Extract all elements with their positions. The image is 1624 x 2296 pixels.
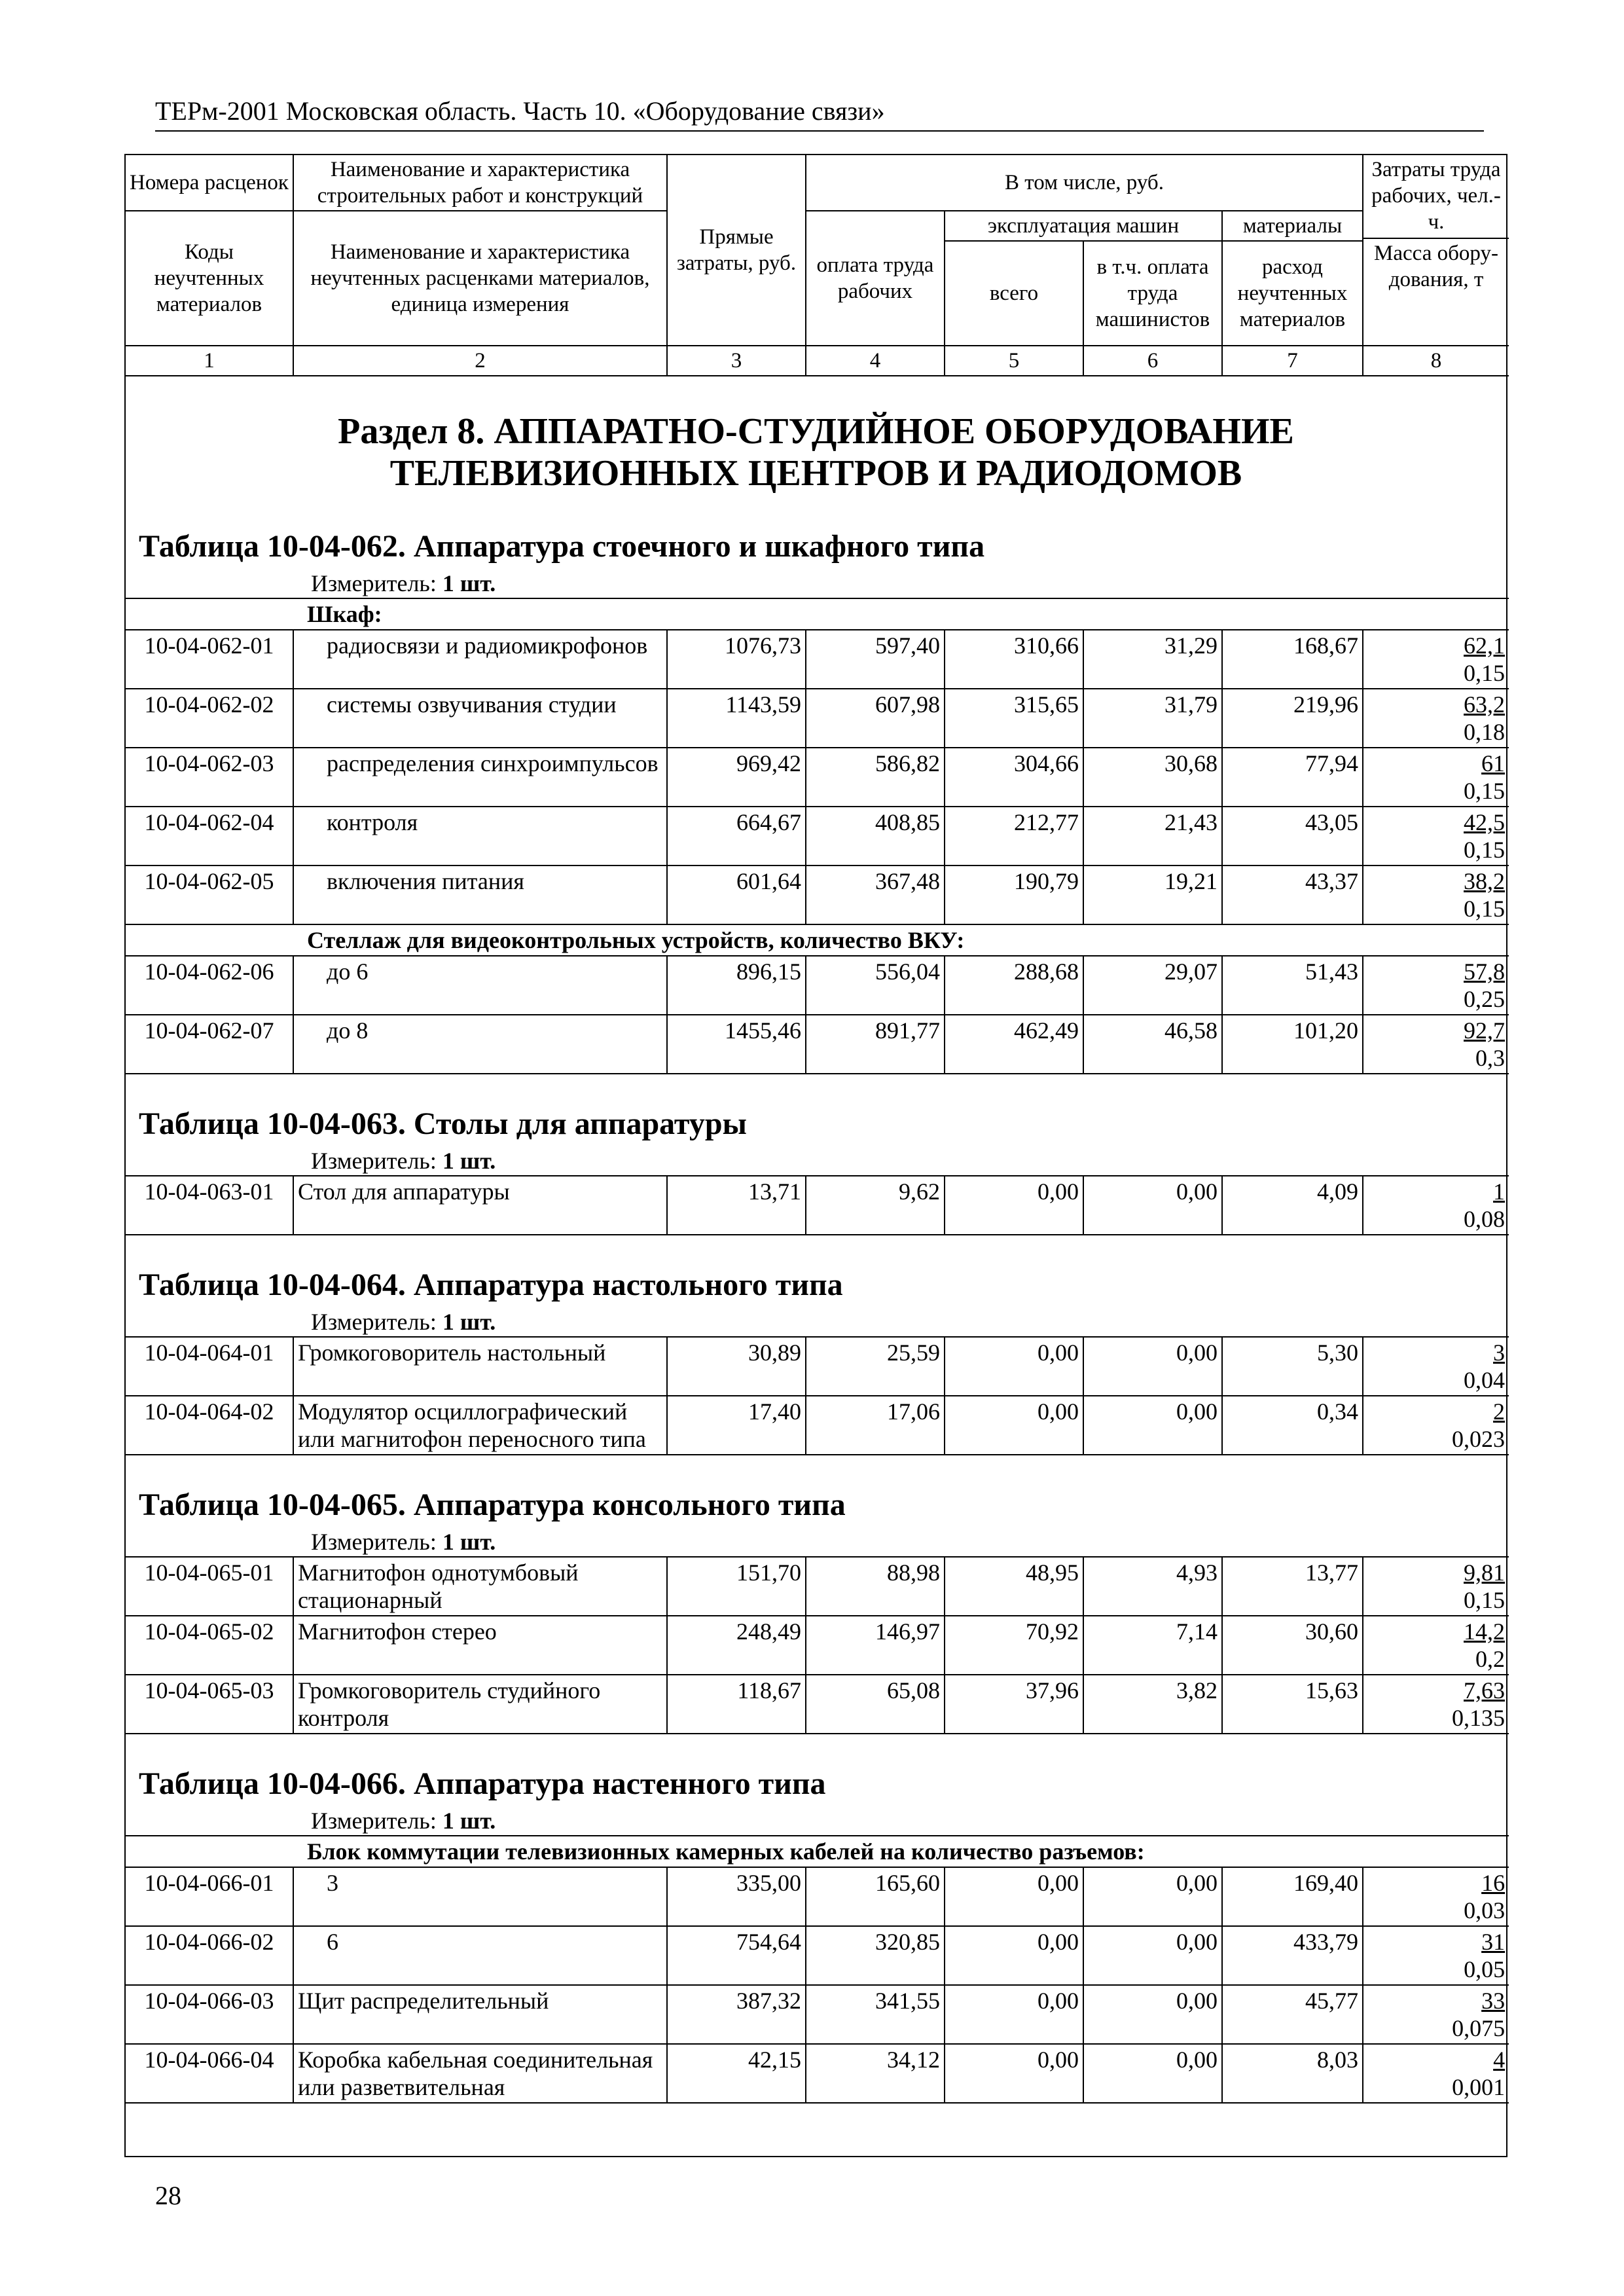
rate-code: 10-04-062-04 [126,807,293,866]
rate-code: 10-04-066-02 [126,1926,293,1985]
table-row [126,1867,1509,1926]
machines-total: 0,00 [945,1985,1083,2044]
machines-total: 212,77 [945,807,1083,866]
unit-value: 1 шт. [442,1529,496,1555]
rates-table [126,1336,1509,1455]
rate-code: 10-04-062-07 [126,1015,293,1074]
labor-hours: 16 [1481,1870,1506,1896]
direct-costs: 335,00 [667,1867,806,1926]
labor-mass-cell [1363,956,1509,1015]
materials-cost: 30,60 [1222,1616,1363,1675]
labor-mass-cell [1363,1867,1509,1926]
direct-costs: 664,67 [667,807,806,866]
machinist-pay: 46,58 [1083,1015,1222,1074]
table-gap [126,1734,1506,1766]
table-row [126,1015,1509,1074]
rate-code: 10-04-064-02 [126,1396,293,1455]
labor-mass-cell [1363,2044,1509,2103]
machinist-pay: 31,79 [1083,689,1222,748]
col-header-machines-total: всего [945,241,1083,346]
running-header: ТЕРм-2001 Московская область. Часть 10. «Оборудование связи» [155,95,1484,132]
machinist-pay: 0,00 [1083,1985,1222,2044]
labor-hours: 62,1 [1464,632,1506,659]
table-gap [126,1455,1506,1487]
worker-pay: 556,04 [806,956,945,1015]
direct-costs: 969,42 [667,748,806,807]
rate-code: 10-04-063-01 [126,1176,293,1235]
col-header-labor-hours: Затраты труда рабочих, чел.-ч. [1371,158,1501,234]
unit-line [311,1146,1506,1175]
labor-hours: 42,5 [1464,809,1506,835]
col-number: 1 [126,346,293,376]
labor-mass-cell [1363,1015,1509,1074]
unit-line [311,1806,1506,1835]
column-header-table [126,155,1509,376]
machinist-pay: 7,14 [1083,1616,1222,1675]
table-title: Таблица 10-04-066. Аппаратура настенного типа [139,1766,826,1801]
col-header-including: В том числе, руб. [806,155,1363,211]
col-header-unaccounted-materials: расход неучтенных материалов [1222,241,1363,346]
materials-cost: 43,37 [1222,866,1363,924]
rate-table-block [126,528,1506,1074]
equipment-mass: 0,05 [1464,1956,1506,1982]
direct-costs: 601,64 [667,866,806,924]
unit-value: 1 шт. [442,1309,496,1335]
rate-code: 10-04-066-04 [126,2044,293,2103]
work-name: контроля [293,807,667,866]
table-gap [126,1235,1506,1267]
machinist-pay: 30,68 [1083,748,1222,807]
table-row [126,1675,1509,1734]
col-header-worker-pay: оплата труда рабочих [806,211,945,346]
labor-mass-cell [1363,1337,1509,1396]
labor-hours: 4 [1493,2047,1506,2073]
machines-total: 70,92 [945,1616,1083,1675]
work-name: Громкоговоритель настольный [293,1337,667,1396]
equipment-mass: 0,3 [1475,1045,1506,1071]
table-row [126,866,1509,924]
rate-table-block [126,1766,1506,2104]
direct-costs: 1455,46 [667,1015,806,1074]
work-name: Коробка кабельная соединительная или разветвительная [293,2044,667,2103]
rate-code: 10-04-062-02 [126,689,293,748]
labor-mass-cell [1363,689,1509,748]
machinist-pay: 3,82 [1083,1675,1222,1734]
labor-mass-cell [1363,748,1509,807]
equipment-mass: 0,25 [1464,986,1506,1012]
work-name: Громкоговоритель студийного контроля [293,1675,667,1734]
table-row [126,748,1509,807]
machinist-pay: 0,00 [1083,1926,1222,1985]
machinist-pay: 0,00 [1083,1867,1222,1926]
machinist-pay: 4,93 [1083,1557,1222,1616]
equipment-mass: 0,135 [1452,1705,1505,1731]
unit-value: 1 шт. [442,1148,496,1174]
table-row [126,689,1509,748]
equipment-mass: 0,08 [1464,1206,1505,1232]
work-name: до 6 [293,956,667,1015]
col-header-machinist-pay: в т.ч. оплата труда машинистов [1083,241,1222,346]
table-row [126,630,1509,689]
rate-table-block [126,1106,1506,1235]
direct-costs: 1143,59 [667,689,806,748]
worker-pay: 88,98 [806,1557,945,1616]
unit-label: Измеритель: [311,1148,437,1174]
labor-mass-cell [1363,1557,1509,1616]
machinist-pay: 0,00 [1083,1176,1222,1235]
page-number: 28 [155,2181,181,2210]
col-number: 2 [293,346,667,376]
work-name: радиосвязи и радиомикрофонов [293,630,667,689]
labor-hours: 2 [1493,1398,1505,1425]
unit-label: Измеритель: [311,1808,437,1834]
direct-costs: 42,15 [667,2044,806,2103]
table-row [126,1926,1509,1985]
equipment-mass: 0,15 [1464,1587,1505,1613]
col-number: 5 [945,346,1083,376]
labor-mass-cell [1363,866,1509,924]
machines-total: 0,00 [945,1176,1083,1235]
work-name: 3 [293,1867,667,1926]
rate-code: 10-04-062-06 [126,956,293,1015]
unit-label: Измеритель: [311,1529,437,1555]
labor-mass-cell [1363,630,1509,689]
machinist-pay: 21,43 [1083,807,1222,866]
equipment-mass: 0,15 [1464,660,1506,686]
unit-line [311,1307,1506,1336]
labor-hours: 38,2 [1464,868,1506,894]
group-subheading: Блок коммутации телевизионных камерных кабелей на количество разъемов: [126,1836,1509,1867]
worker-pay: 586,82 [806,748,945,807]
direct-costs: 754,64 [667,1926,806,1985]
worker-pay: 9,62 [806,1176,945,1235]
worker-pay: 165,60 [806,1867,945,1926]
worker-pay: 320,85 [806,1926,945,1985]
col-header-codes: Номера расценок [126,155,293,211]
rates-table [126,1556,1509,1734]
unit-line [311,1527,1506,1556]
worker-pay: 25,59 [806,1337,945,1396]
col-number: 6 [1083,346,1222,376]
labor-hours: 9,81 [1464,1559,1505,1586]
work-name: Щит распределительный [293,1985,667,2044]
table-row [126,1985,1509,2044]
col-header-equipment-mass: Масса обору-дования, т [1363,238,1509,293]
table-title: Таблица 10-04-063. Столы для аппаратуры [139,1106,748,1141]
worker-pay: 34,12 [806,2044,945,2103]
rate-tables [126,528,1506,2104]
worker-pay: 341,55 [806,1985,945,2044]
direct-costs: 118,67 [667,1675,806,1734]
col-number: 7 [1222,346,1363,376]
section-title [126,410,1506,494]
machines-total: 190,79 [945,866,1083,924]
rates-table [126,1175,1509,1235]
group-subheading: Шкаф: [126,598,1509,630]
rate-code: 10-04-062-01 [126,630,293,689]
column-numbers-row [126,346,1509,376]
machines-total: 0,00 [945,1867,1083,1926]
worker-pay: 17,06 [806,1396,945,1455]
materials-cost: 77,94 [1222,748,1363,807]
materials-cost: 43,05 [1222,807,1363,866]
labor-mass-cell [1363,1675,1509,1734]
group-subheading-row [126,598,1509,630]
rate-code: 10-04-064-01 [126,1337,293,1396]
work-name: Магнитофон стерео [293,1616,667,1675]
worker-pay: 408,85 [806,807,945,866]
direct-costs: 30,89 [667,1337,806,1396]
materials-cost: 4,09 [1222,1176,1363,1235]
labor-hours: 14,2 [1464,1618,1505,1645]
unit-value: 1 шт. [442,570,496,596]
equipment-mass: 0,15 [1464,896,1506,922]
direct-costs: 896,15 [667,956,806,1015]
labor-hours: 57,8 [1464,958,1506,985]
col-number: 8 [1363,346,1509,376]
direct-costs: 17,40 [667,1396,806,1455]
materials-cost: 169,40 [1222,1867,1363,1926]
col-header-material-names: Наименование и характеристика неучтенных расценками материалов, единица измерения [293,211,667,346]
col-header-machine-operation: эксплуатация машин [945,211,1222,241]
rates-table [126,1835,1509,2104]
table-row [126,1557,1509,1616]
worker-pay: 367,48 [806,866,945,924]
equipment-mass: 0,18 [1464,719,1506,745]
col-header-material-codes: Коды неучтенных материалов [126,211,293,346]
machines-total: 0,00 [945,1926,1083,1985]
materials-cost: 219,96 [1222,689,1363,748]
labor-hours: 1 [1493,1178,1505,1205]
labor-mass-cell [1363,1616,1509,1675]
work-name: до 8 [293,1015,667,1074]
rate-table-block [126,1267,1506,1455]
machines-total: 48,95 [945,1557,1083,1616]
machines-total: 0,00 [945,1396,1083,1455]
work-name: включения питания [293,866,667,924]
machinist-pay: 0,00 [1083,1337,1222,1396]
machines-total: 37,96 [945,1675,1083,1734]
work-name: 6 [293,1926,667,1985]
materials-cost: 101,20 [1222,1015,1363,1074]
work-name: Магнитофон однотумбовый стационарный [293,1557,667,1616]
col-header-direct-costs: Прямые затраты, руб. [667,155,806,346]
materials-cost: 51,43 [1222,956,1363,1015]
unit-line [311,569,1506,598]
work-name: Модулятор осциллографический или магнитофон переносного типа [293,1396,667,1455]
labor-hours: 92,7 [1464,1017,1506,1044]
machinist-pay: 19,21 [1083,866,1222,924]
labor-mass-cell [1363,1985,1509,2044]
labor-hours: 33 [1481,1988,1506,2014]
machinist-pay: 0,00 [1083,2044,1222,2103]
machines-total: 0,00 [945,1337,1083,1396]
labor-mass-cell [1363,1396,1509,1455]
labor-mass-cell [1363,807,1509,866]
direct-costs: 13,71 [667,1176,806,1235]
table-row [126,2044,1509,2103]
materials-cost: 433,79 [1222,1926,1363,1985]
group-subheading-row [126,1836,1509,1867]
equipment-mass: 0,15 [1464,837,1506,863]
worker-pay: 146,97 [806,1616,945,1675]
direct-costs: 1076,73 [667,630,806,689]
table-row [126,1396,1509,1455]
worker-pay: 891,77 [806,1015,945,1074]
worker-pay: 597,40 [806,630,945,689]
unit-value: 1 шт. [442,1808,496,1834]
machinist-pay: 31,29 [1083,630,1222,689]
table-row [126,807,1509,866]
table-title: Таблица 10-04-064. Аппаратура настольного типа [139,1267,843,1302]
rate-code: 10-04-062-03 [126,748,293,807]
table-gap [126,1074,1506,1106]
table-row [126,1176,1509,1235]
machinist-pay: 29,07 [1083,956,1222,1015]
rate-code: 10-04-065-01 [126,1557,293,1616]
rate-code: 10-04-065-03 [126,1675,293,1734]
table-row [126,956,1509,1015]
col-number: 4 [806,346,945,376]
direct-costs: 248,49 [667,1616,806,1675]
rate-code: 10-04-065-02 [126,1616,293,1675]
machines-total: 0,00 [945,2044,1083,2103]
labor-mass-cell [1363,1176,1509,1235]
work-name: распределения синхроимпульсов [293,748,667,807]
col-header-labor-mass [1363,155,1509,346]
equipment-mass: 0,075 [1452,2015,1506,2041]
labor-hours: 3 [1493,1339,1505,1366]
unit-label: Измеритель: [311,1309,437,1335]
table-row [126,1616,1509,1675]
machines-total: 315,65 [945,689,1083,748]
materials-cost: 45,77 [1222,1985,1363,2044]
rate-code: 10-04-062-05 [126,866,293,924]
col-header-materials: материалы [1222,211,1363,241]
equipment-mass: 0,15 [1464,778,1506,804]
machinist-pay: 0,00 [1083,1396,1222,1455]
equipment-mass: 0,023 [1452,1426,1505,1452]
direct-costs: 387,32 [667,1985,806,2044]
materials-cost: 5,30 [1222,1337,1363,1396]
section-title-line: ТЕЛЕВИЗИОННЫХ ЦЕНТРОВ И РАДИОДОМОВ [389,453,1242,494]
materials-cost: 8,03 [1222,2044,1363,2103]
group-subheading-row [126,924,1509,956]
rates-frame [124,154,1507,2157]
col-header-name: Наименование и характеристика строительных работ и конструкций [293,155,667,211]
equipment-mass: 0,03 [1464,1897,1506,1923]
worker-pay: 65,08 [806,1675,945,1734]
equipment-mass: 0,04 [1464,1367,1505,1393]
table-row [126,1337,1509,1396]
labor-hours: 61 [1481,750,1506,776]
table-title: Таблица 10-04-065. Аппаратура консольного типа [139,1487,846,1522]
work-name: Стол для аппаратуры [293,1176,667,1235]
rates-table [126,598,1509,1074]
materials-cost: 168,67 [1222,630,1363,689]
materials-cost: 13,77 [1222,1557,1363,1616]
machines-total: 304,66 [945,748,1083,807]
labor-hours: 63,2 [1464,691,1506,718]
machines-total: 310,66 [945,630,1083,689]
labor-hours: 7,63 [1464,1677,1505,1704]
table-title: Таблица 10-04-062. Аппаратура стоечного и шкафного типа [139,529,985,564]
group-subheading: Стеллаж для видеоконтрольных устройств, количество ВКУ: [126,924,1509,956]
unit-label: Измеритель: [311,570,437,596]
direct-costs: 151,70 [667,1557,806,1616]
rate-code: 10-04-066-03 [126,1985,293,2044]
col-number: 3 [667,346,806,376]
materials-cost: 0,34 [1222,1396,1363,1455]
labor-mass-cell [1363,1926,1509,1985]
equipment-mass: 0,2 [1475,1646,1505,1672]
work-name: системы озвучивания студии [293,689,667,748]
worker-pay: 607,98 [806,689,945,748]
equipment-mass: 0,001 [1452,2074,1506,2100]
labor-hours: 31 [1481,1929,1506,1955]
rate-table-block [126,1487,1506,1734]
machines-total: 462,49 [945,1015,1083,1074]
rate-code: 10-04-066-01 [126,1867,293,1926]
section-title-line: Раздел 8. АППАРАТНО-СТУДИЙНОЕ ОБОРУДОВАНИЕ [338,411,1294,452]
machines-total: 288,68 [945,956,1083,1015]
materials-cost: 15,63 [1222,1675,1363,1734]
